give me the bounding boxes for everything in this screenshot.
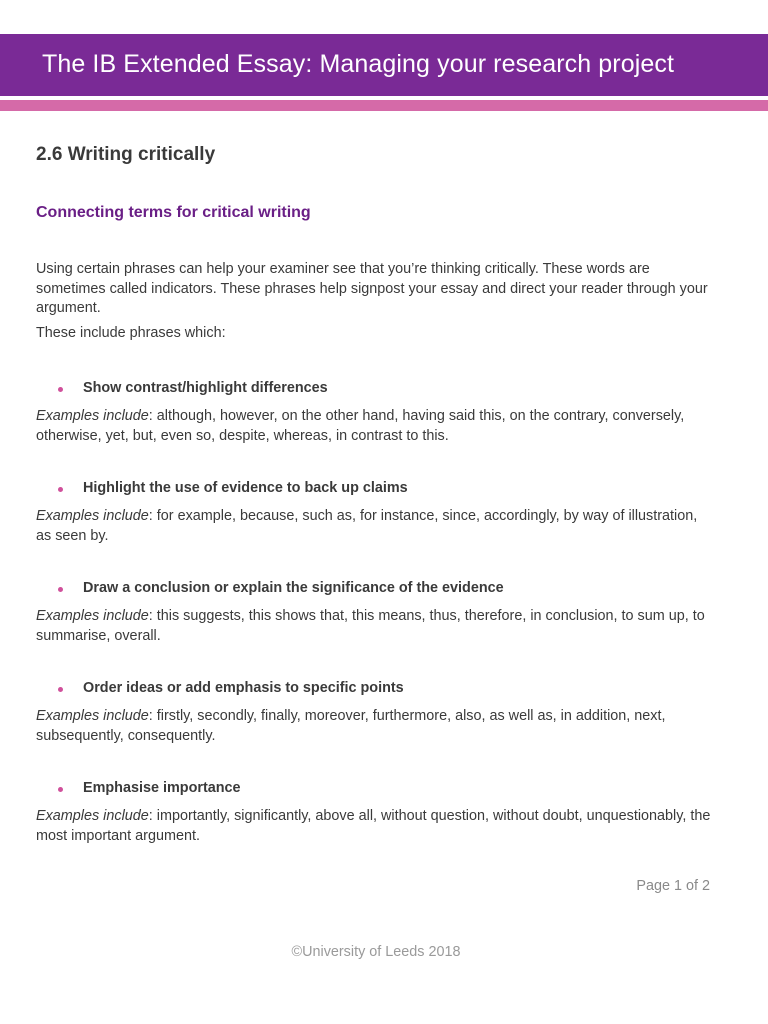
bullet-icon — [58, 587, 63, 592]
intro-lead-in: These include phrases which: — [36, 325, 226, 341]
list-item — [36, 680, 716, 746]
list-item — [36, 580, 716, 646]
item-heading: Highlight the use of evidence to back up claims — [83, 480, 408, 496]
bullet-icon — [58, 687, 63, 692]
examples-text: : for example, because, such as, for instance, since, accordingly, by way of illustration, as seen by. — [36, 508, 698, 544]
header-stripe — [0, 100, 768, 111]
section-title: 2.6 Writing critically — [36, 144, 216, 165]
examples-label: Examples include — [36, 808, 149, 824]
examples-text: : although, however, on the other hand, having said this, on the contrary, conversely, otherwise, yet, but, even so, despite, whereas, in contrast to this. — [36, 408, 685, 444]
document-title: The IB Extended Essay: Managing your research project — [42, 50, 675, 78]
item-heading: Order ideas or add emphasis to specific points — [83, 680, 404, 696]
bullet-icon — [58, 387, 63, 392]
list-item — [36, 480, 716, 546]
subheading: Connecting terms for critical writing — [36, 204, 311, 221]
item-examples — [36, 707, 716, 746]
intro-paragraph: Using certain phrases can help your examiner see that you’re thinking critically. These words are sometimes called indicators. These phrases help signpost your essay and direct your reader through your argument. — [36, 261, 708, 316]
examples-label: Examples include — [36, 608, 149, 624]
bullet-icon — [58, 787, 63, 792]
item-examples — [36, 507, 716, 546]
list-item — [36, 780, 716, 846]
page-number: Page 1 of 2 — [636, 878, 710, 894]
examples-text: : firstly, secondly, finally, moreover, furthermore, also, as well as, in addition, next, subsequently, consequently. — [36, 708, 666, 744]
item-examples — [36, 407, 716, 446]
examples-text: : this suggests, this shows that, this means, thus, therefore, in conclusion, to sum up, to summarise, overall. — [36, 608, 705, 644]
item-examples — [36, 607, 716, 646]
examples-text: : importantly, significantly, above all, without question, without doubt, unquestionably, the most important argument. — [36, 808, 711, 844]
item-heading: Show contrast/highlight differences — [83, 380, 328, 396]
item-heading: Emphasise importance — [83, 780, 241, 796]
bullet-icon — [58, 487, 63, 492]
list-item — [36, 380, 716, 446]
examples-label: Examples include — [36, 508, 149, 524]
item-heading: Draw a conclusion or explain the significance of the evidence — [83, 580, 504, 596]
examples-label: Examples include — [36, 708, 149, 724]
copyright-footer: ©University of Leeds 2018 — [291, 944, 461, 960]
item-examples — [36, 807, 716, 846]
examples-label: Examples include — [36, 408, 149, 424]
